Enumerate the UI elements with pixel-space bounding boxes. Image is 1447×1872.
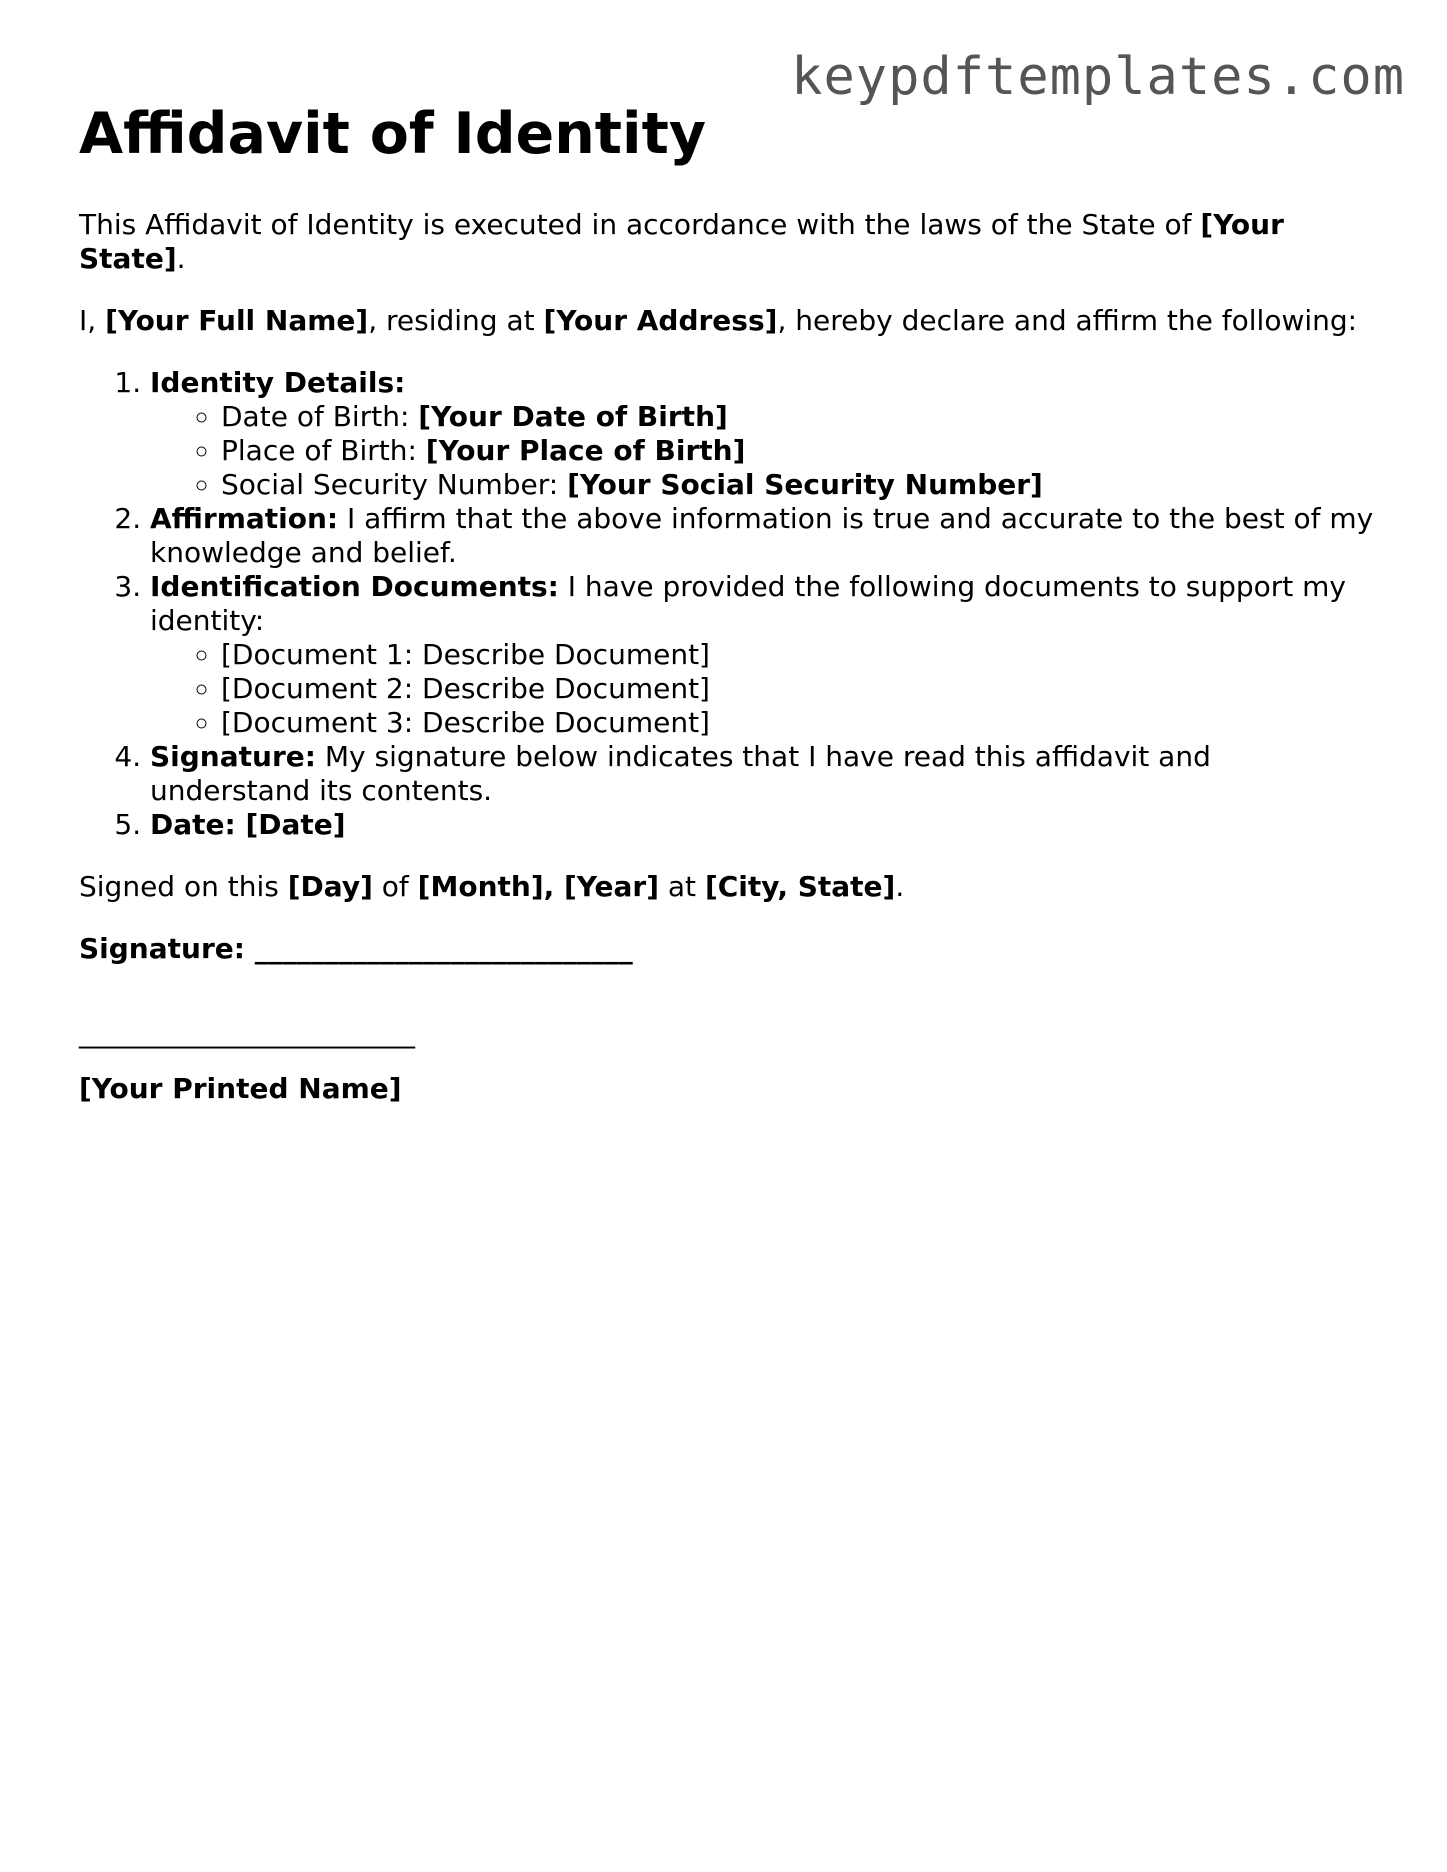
dob-value: [Your Date of Birth] — [418, 400, 728, 434]
intro-end: . — [176, 242, 186, 276]
printed-name-line: ________________________ — [79, 1016, 415, 1050]
intro-state: [Your State] — [79, 208, 1284, 276]
signed-day: [Day] — [287, 870, 373, 904]
declaration-paragraph — [79, 304, 1379, 338]
signed-at: at — [659, 870, 705, 904]
declaration-mid: , residing at — [368, 304, 544, 338]
document-item: ◦ [Document 1: Describe Document] — [221, 638, 1379, 672]
signature-line — [79, 932, 1379, 966]
document-page — [79, 100, 1379, 1134]
dob-item — [221, 400, 1379, 434]
declaration-name: [Your Full Name] — [105, 304, 369, 338]
intro-text: This Affidavit of Identity is executed in accordance with the laws of the State of — [79, 208, 1201, 242]
watermark: keypdftemplates.com — [791, 47, 1405, 107]
date-heading: Date: [Date] — [150, 808, 346, 842]
declaration-prefix: I, — [79, 304, 106, 338]
documents-heading: Identification Documents: — [150, 570, 559, 604]
ssn-item — [221, 468, 1379, 502]
documents-text: I have provided the following documents to support my identity: — [150, 570, 1347, 638]
signed-end: . — [895, 870, 905, 904]
ssn-value: [Your Social Security Number] — [567, 468, 1043, 502]
signature-heading: Signature: — [150, 740, 316, 774]
intro-paragraph — [79, 208, 1379, 276]
pob-item — [221, 434, 1379, 468]
signed-paragraph — [79, 870, 1379, 904]
dob-label: Date of Birth: — [221, 400, 419, 434]
item-identity — [150, 366, 1379, 502]
signed-prefix: Signed on this — [79, 870, 288, 904]
ssn-label: Social Security Number: — [221, 468, 568, 502]
signed-location: [City, State] — [704, 870, 896, 904]
declaration-address: [Your Address] — [543, 304, 778, 338]
document-title: Affidavit of Identity — [79, 101, 706, 167]
item-date — [150, 808, 1379, 842]
affirmation-heading: Affirmation: — [150, 502, 339, 536]
item-signature — [150, 740, 1379, 808]
pob-value: [Your Place of Birth] — [425, 434, 746, 468]
signature-text: My signature below indicates that I have read this affidavit and understand its contents. — [150, 740, 1211, 808]
item-documents — [150, 570, 1379, 740]
declaration-suffix: , hereby declare and affirm the following: — [777, 304, 1358, 338]
printed-name-paragraph — [79, 1072, 1379, 1106]
signed-month-year: [Month], [Year] — [417, 870, 659, 904]
documents-list — [150, 638, 1379, 740]
affirmation-text: I affirm that the above information is true and accurate to the best of my knowledge and belief. — [150, 502, 1374, 570]
identity-heading: Identity Details: — [150, 366, 406, 400]
printed-name: [Your Printed Name] — [79, 1072, 402, 1106]
signature-line-text: Signature: ___________________________ — [79, 932, 633, 966]
document-item: ◦ [Document 2: Describe Document] — [221, 672, 1379, 706]
signed-of: of — [372, 870, 418, 904]
item-affirmation — [150, 502, 1379, 570]
identity-list — [150, 400, 1379, 502]
affidavit-items — [79, 366, 1379, 842]
document-item: ◦ [Document 3: Describe Document] — [221, 706, 1379, 740]
pob-label: Place of Birth: — [221, 434, 426, 468]
